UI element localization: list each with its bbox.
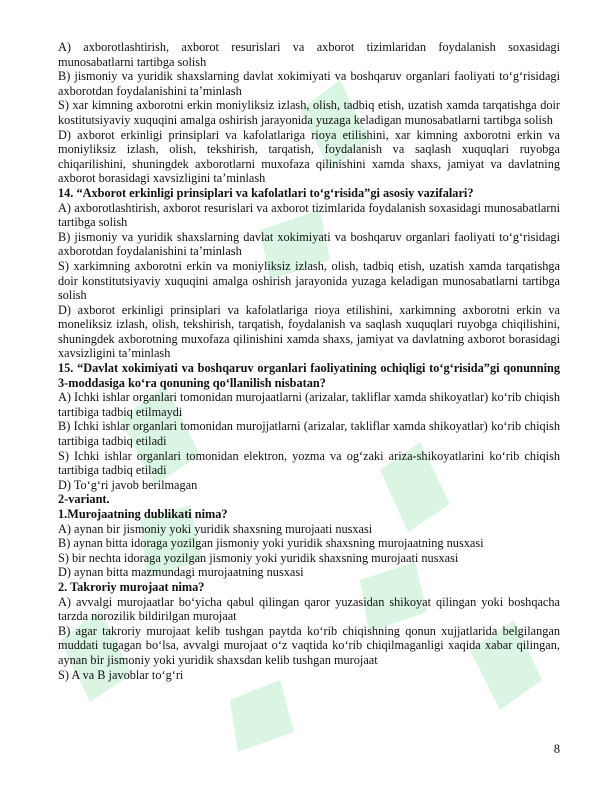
page-number: 8: [553, 742, 560, 756]
answer-option: A) axborotlashtirish, axborot resurislari va axborot tizimlarida foydalanish soxasidagi munosabatlarni tartibga solish: [58, 200, 560, 230]
answer-option: S) xarkimning axborotni erkin va moniyliksiz izlash, olish, tadbiq etish, uzatish xamda tarqatishga doir konstitutsiyaviy xuquqini amalga oshirish jarayonida yuzaga keladigan munosabatlarni tartibga solish: [58, 258, 560, 303]
answer-option: B) jismoniy va yuridik shaxslarning davlat xokimiyati va boshqaruv organlari faoliyati to‘g‘risidagi axborotdan foydalanishini ta’minlash: [58, 69, 560, 98]
answer-option: A) Ichki ishlar organlari tomonidan murojaatlarni (arizalar, takliflar xamda shikoyatlar) ko‘rib chiqish tartibiga tadbiq etilmaydi: [58, 390, 560, 419]
answer-option: S) A va B javoblar to‘g‘ri: [58, 667, 184, 682]
question-heading: 2-variant.: [58, 492, 110, 507]
answer-option: B) Ichki ishlar organlari tomonidan murojjatlarni (arizalar, takliflar xamda shikoyatlar) ko‘rib chiqish tartibiga tadbiq etiladi: [58, 419, 560, 449]
answer-option: D) axborot erkinligi prinsiplari va kafolatlariga rioya etilishini, xar kimning axborotni erkin va moniyliksiz izlash, olish, tekshirish, tarqatish, foydalanish va saqlash xuquqlari ruyobga chiqarilishini, shuningdek axborotlarni muxofaza qilinishini xamda shaxs, jamiyat va davlatning axborot borasidagi xavsizligini ta’minlash: [58, 127, 560, 186]
question-heading: 14. “Axborot erkinligi prinsiplari va kafolatlari to‘g‘risida”gi asosiy vazifalari?: [58, 185, 474, 200]
answer-option: A) aynan bir jismoniy yoki yuridik shaxsning murojaati nusxasi: [58, 521, 373, 536]
question-heading: 2. Takroriy murojaat nima?: [58, 579, 205, 594]
answer-option: A) axborotlashtirish, axborot resurislari va axborot tizimlaridan foydalanish soxasidagi munosabatlarni tartibga solish: [58, 40, 560, 69]
answer-option: S) bir nechta idoraga yozilgan jismoniy yoki yuridik shaxsning murojaati nusxasi: [58, 550, 459, 565]
answer-option: S) Ichki ishlar organlari tomonidan elektron, yozma va og‘zaki ariza-shikoyatlarini ko‘rib chiqish tartibiga tadbiq etiladi: [58, 448, 560, 478]
answer-option: D) To‘g‘ri javob berilmagan: [58, 477, 198, 492]
document-body: [58, 40, 560, 682]
answer-option: D) aynan bitta mazmundagi murojaatning nusxasi: [58, 565, 304, 580]
answer-option: S) xar kimning axborotni erkin moniyliksiz izlash, olish, tadbiq etish, uzatish xamda tarqatishga doir kostitutsiyaviy xuquqini amalga oshirish jarayonida yuzaga keladigan munosabatlarni tartibga solish: [58, 98, 560, 127]
answer-option: D) axborot erkinligi prinsiplari va kafolatlariga rioya etilishini, xarkimning axborotni erkin va moneliksiz izlash, olish, tekshirish, tarqatish, foydalanish va saqlash xuquqlari ruyobga chiqilishini, shuningdek axborotning muxofaza qilinishini xamda shaxs, jamiyat va davlatning axborot borasidagi xavsizligini ta’minlash: [58, 302, 560, 361]
answer-option: B) aynan bitta idoraga yozilgan jismoniy yoki yuridik shaxsning murojaatning nusxasi: [58, 536, 484, 551]
question-heading: 15. “Davlat xokimiyati va boshqaruv organlari faoliyatining ochiqligi to‘g‘risida”gi qonunning 3-moddasiga ko‘ra qonuning qo‘llanilish nisbatan?: [58, 361, 560, 390]
question-heading: 1.Murojaatning dublikati nima?: [58, 507, 228, 521]
answer-option: A) avvalgi murojaatlar bo‘yicha qabul qilingan qaror yuzasidan shikoyat qilingan yoki boshqacha tarzda norozilik bildirilgan murojaat: [58, 594, 560, 624]
answer-option: B) jismoniy va yuridik shaxslarning davlat xokimiyati va boshqaruv organlari faoliyati to‘g‘risidagi axborotdan foydalanishini ta’minlash: [58, 229, 560, 259]
answer-option: B) agar takroriy murojaat kelib tushgan paytda ko‘rib chiqishning qonun xujjatlarida belgilangan muddati tugagan bo‘lsa, avvalgi murojaat o‘z vaqtida ko‘rib chiqilmaganligi xaqida xabar qilingan, aynan bir jismoniy yoki yuridik shaxsdan kelib tushgan murojaat: [58, 623, 560, 667]
